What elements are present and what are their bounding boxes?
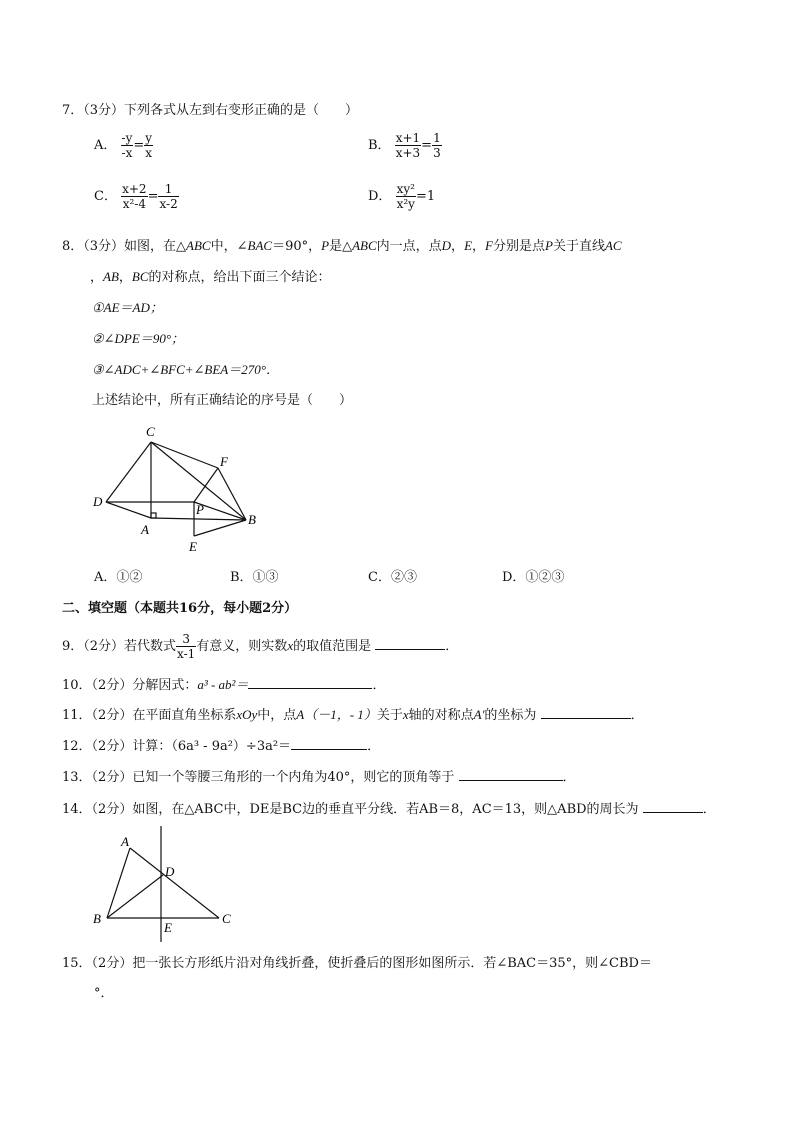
q8-conclusion-3: ③∠ADC+∠BFC+∠BEA＝270°．	[92, 362, 279, 377]
q8-option-d[interactable]: D．①②③	[502, 570, 565, 585]
q12: 12．（2分）计算：（6a³ - 9a²）÷3a²＝ ．	[62, 739, 381, 754]
segment-eb	[194, 520, 246, 536]
q7-option-b[interactable]: B． $\frac{x+1}{x+3}$ = $\frac{1}{3}$	[368, 131, 441, 160]
right-angle-mark	[151, 513, 156, 518]
segment-ab	[151, 518, 246, 520]
q8-stem-line2: ，AB，BC的对称点，给出下面三个结论：	[90, 269, 331, 285]
answer-blank[interactable]	[375, 637, 445, 650]
q7-option-c[interactable]: C． $\frac{x+2}{\text{x²-4}}$ = $\frac{1}{x-2}$	[94, 182, 178, 211]
q10: 10．（2分）分解因式：a³ - ab²＝ ．	[62, 677, 386, 693]
answer-blank[interactable]	[459, 768, 563, 781]
segment-cd	[106, 442, 151, 502]
q8-conclusion-1: ①AE＝AD；	[92, 300, 163, 315]
label-d: D	[165, 864, 175, 879]
fraction: $\frac{3}{x-1}$	[177, 632, 196, 661]
segment-cf	[151, 442, 218, 468]
label-f: F	[220, 454, 228, 469]
fraction: $\frac{1}{3}$	[433, 131, 441, 160]
fraction: $\frac{-y}{-x}$	[121, 131, 133, 160]
q13: 13．（2分）已知一个等腰三角形的一个内角为40°，则它的顶角等于 ．	[62, 770, 576, 785]
label-c: C	[222, 911, 231, 926]
segment-ab	[107, 848, 130, 918]
q14-figure	[88, 826, 248, 946]
q8-option-b[interactable]: B．①③	[230, 570, 279, 585]
segment-ac	[130, 848, 219, 918]
label-c: C	[146, 424, 155, 439]
label-e: E	[164, 920, 172, 935]
label-d: D	[93, 494, 103, 509]
q8-conclusion-2: ②∠DPE＝90°；	[92, 331, 185, 346]
answer-blank[interactable]	[291, 737, 367, 750]
segment-pf	[194, 468, 218, 502]
q8-stem-line1: 8．（3分）如图，在△ABC中，∠BAC＝90°，P是△ABC内一点，点D，E，F分别是点P关于直线AC	[62, 238, 622, 254]
fraction: $\frac{1}{x-2}$	[159, 182, 178, 211]
answer-blank[interactable]	[643, 800, 703, 813]
q7-stem: 7．（3分）下列各式从左到右变形正确的是（ ）	[62, 103, 359, 118]
label-b: B	[93, 911, 101, 926]
label-a: A	[121, 834, 129, 849]
answer-blank[interactable]	[541, 706, 631, 719]
q7-option-a[interactable]: A． $\frac{-y}{-x}$ = $\frac{y}{x}$	[94, 131, 153, 160]
section-heading: 二、填空题（本题共16分，每小题2分）	[62, 601, 298, 616]
q8-option-c[interactable]: C．②③	[368, 570, 417, 585]
q9: 9．（2分）若代数式 $\frac{3}{x-1}$ 有意义，则实数x的取值范围是 ．	[62, 632, 459, 661]
q7-option-d[interactable]: D． $\frac{\text{xy²}}{\text{x²y}}$ =1	[368, 182, 436, 211]
q15-unit: °．	[94, 986, 114, 1001]
label-b: B	[248, 512, 256, 527]
q8-question: 上述结论中，所有正确结论的序号是（ ）	[92, 393, 353, 408]
segment-da	[106, 502, 151, 518]
fraction: $\frac{\text{xy²}}{\text{x²y}}$	[396, 182, 415, 211]
q11: 11．（2分）在平面直角坐标系xOy中，点A（－1，- 1）关于x轴的对称点A′的坐标为 ．	[62, 707, 644, 723]
q14: 14．（2分）如图，在△ABC中，DE是BC边的垂直平分线．若AB＝8，AC＝13，则△ABD的周长为 ．	[62, 802, 716, 817]
label-e: E	[189, 539, 197, 554]
label-p: P	[196, 502, 204, 517]
label-a: A	[141, 522, 149, 537]
q8-figure	[88, 420, 278, 560]
fraction: $\frac{x+2}{\text{x²-4}}$	[122, 182, 147, 211]
q8-option-a[interactable]: A．①②	[94, 570, 143, 585]
segment-bd	[107, 875, 163, 918]
q15: 15．（2分）把一张长方形纸片沿对角线折叠，使折叠后的图形如图所示．若∠BAC＝35°，则∠CBD＝	[62, 956, 652, 971]
fraction: $\frac{y}{x}$	[145, 131, 153, 160]
fraction: $\frac{x+1}{x+3}$	[395, 131, 421, 160]
answer-blank[interactable]	[248, 676, 372, 689]
